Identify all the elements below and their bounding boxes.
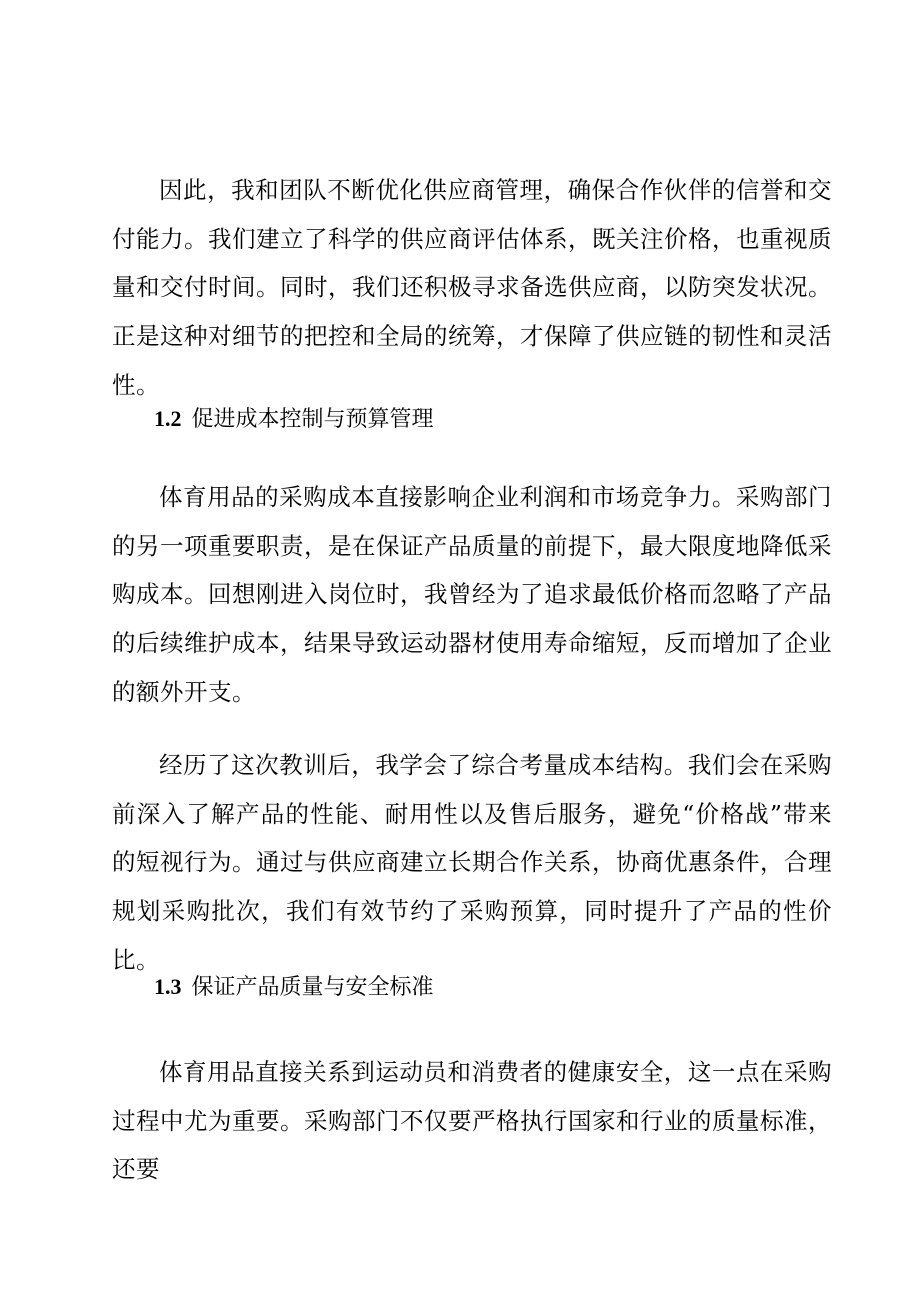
section-heading-1-3	[154, 972, 434, 1003]
paragraph-lesson-learned: 经历了这次教训后，我学会了综合考量成本结构。我们会在采购前深入了解产品的性能、耐用性以及售后服务，避免“价格战”带来的短视行为。通过与供应商建立长期合作关系，协商优惠条件，合理规划采购批次，我们有效节约了采购预算，同时提升了产品的性价比。	[112, 751, 832, 974]
paragraph-quality-safety: 体育用品直接关系到运动员和消费者的健康安全，这一点在采购过程中尤为重要。采购部门不仅要严格执行国家和行业的质量标准，还要	[112, 1058, 832, 1184]
section-number: 1.2	[154, 406, 182, 431]
section-heading-1-2	[154, 404, 434, 435]
section-title: 保证产品质量与安全标准	[191, 975, 434, 1000]
paragraph-supplier-management: 因此，我和团队不断优化供应商管理，确保合作伙伴的信誉和交付能力。我们建立了科学的供应商评估体系，既关注价格，也重视质量和交付时间。同时，我们还积极寻求备选供应商，以防突发状况。正是这种对细节的把控和全局的统筹，才保障了供应链的韧性和灵活性。	[112, 176, 832, 399]
section-number: 1.3	[154, 974, 182, 999]
paragraph-cost-control: 体育用品的采购成本直接影响企业利润和市场竞争力。采购部门的另一项重要职责，是在保证产品质量的前提下，最大限度地降低采购成本。回想刚进入岗位时，我曾经为了追求最低价格而忽略了产品的后续维护成本，结果导致运动器材使用寿命缩短，反而增加了企业的额外开支。	[112, 483, 832, 706]
section-title: 促进成本控制与预算管理	[191, 407, 434, 432]
